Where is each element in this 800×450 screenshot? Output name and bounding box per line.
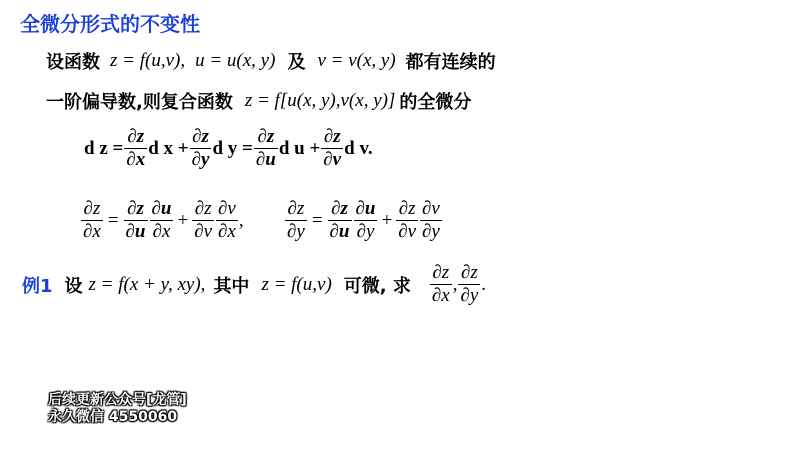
composite-function: z = f[u(x, y),v(x, y)] <box>244 90 396 111</box>
eq1-term3: d u + <box>278 137 321 159</box>
partial-z-u: $\frac{\partial z}{\partial u}$ <box>255 126 276 170</box>
eq1-term4: d v. <box>344 137 373 159</box>
example-label: 例1 <box>22 275 53 297</box>
function-definition: z = f(u,v), <box>110 50 186 71</box>
partial-z-y: $\frac{\partial z}{\partial y}$ <box>191 126 210 170</box>
chain-rule-y: $\frac{\partial z}{\partial y}$ = $\frac{\partial z}{\partial u}$ $\frac{\partial u}{\partial y}$ + $\frac{\partial z}{\partial v}$ $\frac{\partial v}{\partial y}$ <box>287 198 440 242</box>
continuity-text: 都有连续的 <box>405 52 496 73</box>
intro-text: 设函数 <box>46 52 100 73</box>
page-title: 全微分形式的不变性 <box>20 12 200 36</box>
conjunction-text: 及 <box>287 52 306 73</box>
eq1-lhs: d z = <box>84 137 124 159</box>
watermark-line-2: 永久微信 4550060 <box>48 409 178 425</box>
partial-z-v: $\frac{\partial z}{\partial v}$ <box>323 126 342 170</box>
intro-line-2 <box>46 88 471 114</box>
composite-text: 一阶偏导数,则复合函数 <box>46 92 233 113</box>
intro-line-1 <box>46 48 496 74</box>
example-find-text: 可微, 求 <box>343 275 411 297</box>
watermark <box>48 392 187 426</box>
example-1 <box>22 262 486 307</box>
watermark-line-1: 后续更新公众号[龙管] <box>48 392 187 408</box>
example-target-partials: $\frac{\partial z}{\partial x}$ , $\frac{\partial z}{\partial y}$ . <box>431 262 487 306</box>
total-differential-text: 的全微分 <box>399 92 472 113</box>
example-let-text: 设 <box>64 275 83 297</box>
partial-z-x: $\frac{\partial z}{\partial x}$ <box>126 126 146 170</box>
u-definition: u = u(x, y) <box>195 50 276 71</box>
example-differentiable-function: z = f(u,v) <box>261 273 332 295</box>
example-function: z = f(x + y, xy), <box>88 273 206 295</box>
eq1-term2: d y = <box>212 137 253 159</box>
total-differential-equation <box>84 126 373 171</box>
eq1-term1: d x + <box>148 137 189 159</box>
v-definition: v = v(x, y) <box>317 50 396 71</box>
chain-rule-x: $\frac{\partial z}{\partial x}$ = $\frac{\partial z}{\partial u}$ $\frac{\partial u}{\partial x}$ + $\frac{\partial z}{\partial v}$ $\frac{\partial v}{\partial x}$ , <box>83 198 244 242</box>
example-where-text: 其中 <box>213 275 250 297</box>
